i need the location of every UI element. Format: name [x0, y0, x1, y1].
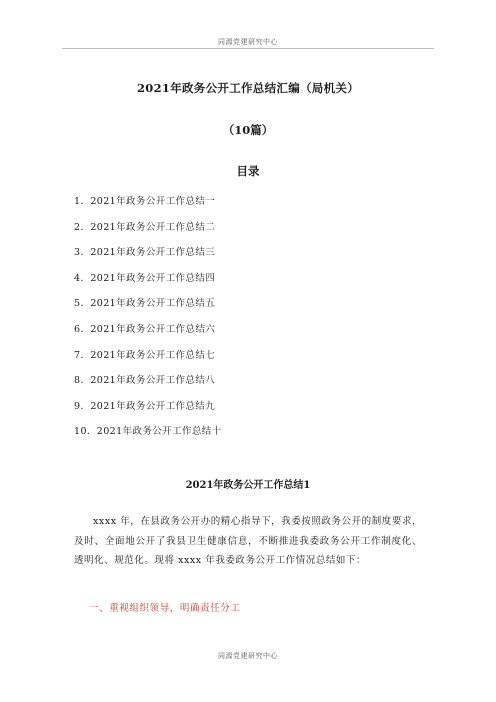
header-text: 同源党建研究中心: [218, 38, 278, 46]
toc-item[interactable]: 3．2021年政务公开工作总结三: [74, 247, 216, 259]
header-divider: [62, 48, 434, 49]
table-of-contents: [74, 194, 222, 450]
toc-item[interactable]: 9．2021年政务公开工作总结九: [74, 400, 216, 412]
toc-item[interactable]: 7．2021年政务公开工作总结七: [74, 349, 216, 361]
toc-item[interactable]: 4．2021年政务公开工作总结四: [74, 272, 216, 284]
section-heading: 2021年政务公开工作总结1: [185, 480, 311, 491]
toc-item[interactable]: 2．2021年政务公开工作总结二: [74, 221, 216, 233]
toc-item[interactable]: 1．2021年政务公开工作总结一: [74, 196, 216, 207]
section-subheading: 一、重视组织领导，明确责任分工: [89, 603, 241, 614]
toc-item[interactable]: 6．2021年政务公开工作总结六: [74, 323, 216, 335]
toc-item[interactable]: 5．2021年政务公开工作总结五: [74, 298, 216, 310]
toc-item[interactable]: 8．2021年政务公开工作总结八: [74, 375, 216, 387]
section-paragraph: xxxx 年，在县政务公开办的精心指导下，我委按照政务公开的制度要求，及时、全面地公开了我县卫生健康信息，不断推进我委政务公开工作制度化、透明化、规范化。现将 xxxx 年我委政务公开工作情况总结如下：: [74, 516, 422, 566]
toc-heading: 目录: [236, 164, 260, 178]
footer-text: 同源党建研究中心: [218, 652, 278, 660]
document-subtitle: （10篇）: [222, 123, 274, 137]
document-title: 2021年政务公开工作总结汇编（局机关）: [136, 81, 359, 95]
toc-item[interactable]: 10．2021年政务公开工作总结十: [74, 426, 222, 438]
